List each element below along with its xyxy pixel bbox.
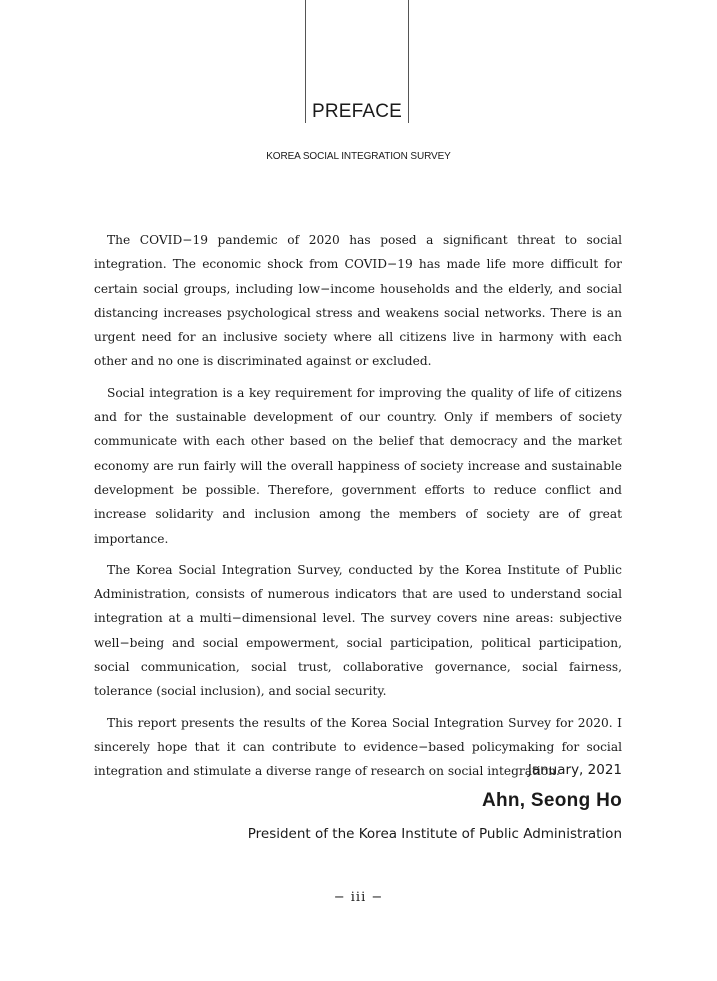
paragraph-4: This report presents the results of the Korea Social Integration Survey for 2020. I sincerely hope that it can contribute to evidence−based policymaking for social integration and stimulate a diverse range of research on social integration. <box>94 715 622 779</box>
preface-body <box>94 228 622 791</box>
paragraph-2: Social integration is a key requirement for improving the quality of life of citizens and for the sustainable development of our country. Only if members of society communicate with each other based on the belief that democracy and the market economy are run fairly will the overall happiness of society increase and sustainable development be possible. Therefore, government efforts to reduce conflict and increase solidarity and inclusion among the members of society are of great importance. <box>94 385 622 546</box>
paragraph-1: The COVID−19 pandemic of 2020 has posed a significant threat to social integration. The economic shock from COVID−19 has made life more difficult for certain social groups, including low−income households and the elderly, and social distancing increases psychological stress and weakens social networks. There is an urgent need for an inclusive society where all citizens live in harmony with each other and no one is discriminated against or excluded. <box>94 233 622 369</box>
report-subtitle: KOREA SOCIAL INTEGRATION SURVEY <box>266 151 451 162</box>
page-number: − iii − <box>333 890 384 905</box>
paragraph-3: The Korea Social Integration Survey, conducted by the Korea Institute of Public Administration, consists of numerous indicators that are used to understand social integration at a multi−dimensional level. The survey covers nine areas: subjective well−being and social empowerment, social participation, political participation, social communication, social trust, collaborative governance, social fairness, tolerance (social inclusion), and social security. <box>94 562 622 699</box>
signature-author: Ahn, Seong Ho <box>481 790 622 811</box>
page-title: PREFACE <box>311 101 403 122</box>
signature-date: January, 2021 <box>527 762 622 778</box>
signature-position: President of the Korea Institute of Public Administration <box>247 826 622 842</box>
